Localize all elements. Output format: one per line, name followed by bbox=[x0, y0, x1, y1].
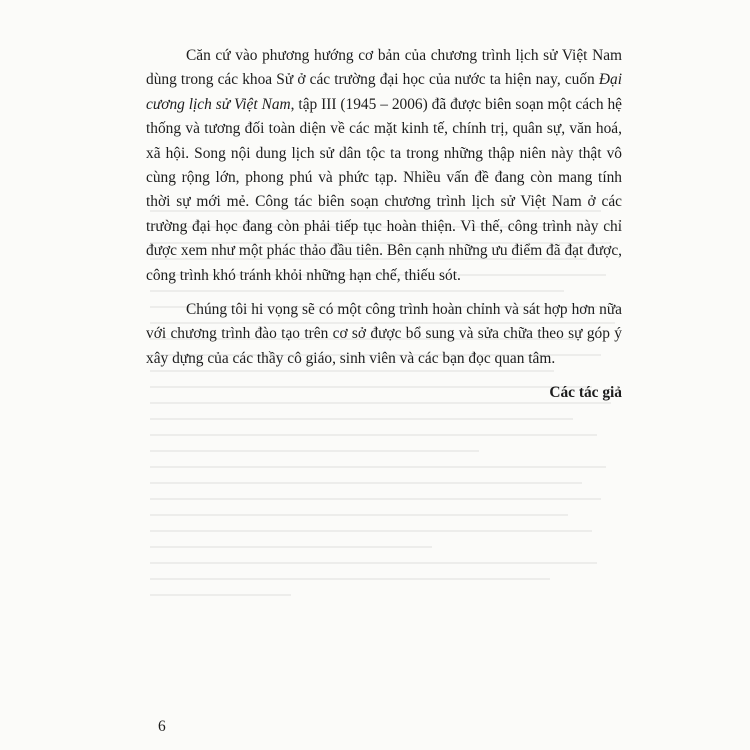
page-body bbox=[146, 44, 622, 406]
paragraph-intro-text-2: , tập III (1945 – 2006) đã được biên soạn một cách hệ thống và tương đối toàn diện về các mặt kinh tế, chính trị, quân sự, văn hoá, xã hội. Song nội dung lịch sử dân tộc ta trong những thập niên này thật vô cùng rộng lớn, phong phú và phức tạp. Nhiều vấn đề đang còn mang tính thời sự mới mẻ. Công tác biên soạn chương trình lịch sử Việt Nam ở các trường đại học đang còn phải tiếp tục hoàn thiện. Vì thế, công trình này chỉ được xem như một phác thảo đầu tiên. Bên cạnh những ưu điểm đã đạt được, công trình khó tránh khỏi những hạn chế, thiếu sót. bbox=[146, 95, 622, 284]
paragraph-intro bbox=[146, 44, 622, 288]
page-number: 6 bbox=[158, 718, 166, 735]
paragraph-hope: Chúng tôi hi vọng sẽ có một công trình hoàn chỉnh và sát hợp hơn nữa với chương trình đào tạo trên cơ sở được bổ sung và sửa chữa theo sự góp ý xây dựng của các thầy cô giáo, sinh viên và các bạn đọc quan tâm. bbox=[146, 301, 622, 367]
paragraph-intro-text-1: Căn cứ vào phương hướng cơ bản của chương trình lịch sử Việt Nam dùng trong các khoa Sử ở các trường đại học của nước ta hiện nay, cuốn bbox=[146, 47, 622, 89]
authors-signature: Các tác giả bbox=[549, 384, 622, 402]
book-title: Đại cương lịch sử Việt Nam bbox=[146, 71, 622, 113]
